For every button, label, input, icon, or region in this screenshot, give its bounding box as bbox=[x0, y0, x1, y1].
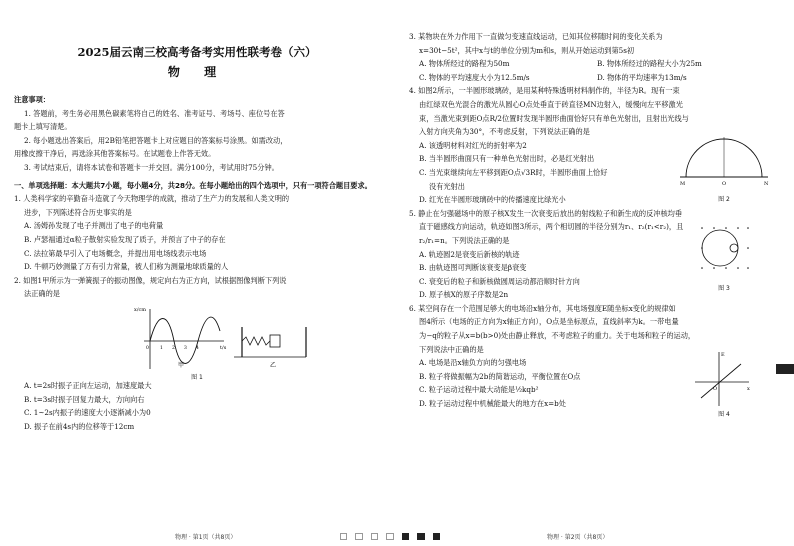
q5-stem: r₂/r₁=n。下列说法正确的是 bbox=[419, 235, 510, 245]
q6-option-d[interactable]: D. 粒子运动过程中机械能最大的地方在x=b处 bbox=[419, 399, 566, 409]
q4-option-c-cont: 没有光射出 bbox=[429, 181, 465, 191]
q2-option-b[interactable]: B. t=3s时振子回复力最大，方向向右 bbox=[24, 394, 145, 404]
page-footer: 物理 · 第1页（共8页） bbox=[175, 534, 237, 541]
q3-options-row bbox=[409, 57, 775, 71]
q6-stem: 下列说法中正确的是 bbox=[419, 344, 484, 354]
q3-stem: 3. 某物块在外力作用下一直做匀变速直线运动，已知其位移随时间的变化关系为 bbox=[409, 32, 663, 41]
q3-options-row bbox=[409, 71, 775, 85]
page-edge-tab bbox=[776, 364, 794, 374]
q6-option-b[interactable]: B. 粒子将做振幅为2b的简谐运动，平衡位置在O点 bbox=[419, 371, 581, 381]
right-column bbox=[409, 30, 775, 419]
fig4-label-x: x bbox=[747, 386, 750, 393]
marker-box bbox=[340, 533, 347, 540]
exam-subject: 物 理 bbox=[167, 65, 227, 79]
q4-stem: 入射方向夹角为30°，不考虑反射，下列说法正确的是 bbox=[419, 127, 590, 137]
q3-option-c[interactable]: C. 物体的平均速度大小为12.5m/s bbox=[419, 72, 530, 82]
fig2-label-m: M bbox=[680, 180, 686, 187]
fig1-tick: 0 bbox=[146, 345, 149, 351]
fig4-label-o: O bbox=[713, 386, 718, 393]
q1-option-a[interactable]: A. 汤姆孙发现了电子并测出了电子的电荷量 bbox=[24, 221, 164, 231]
q4-stem: 4. 如图2所示，一半圆形玻璃砖，是用某种特殊透明材料制作的，半径为R。现有一束 bbox=[409, 86, 680, 96]
q5-stem: 直于磁感线方向运动，轨迹如图3所示，两个相切圆的半径分别为r₁、r₂(r₁<r₂)，且 bbox=[419, 222, 684, 232]
figure-3-caption: 图 3 bbox=[718, 284, 730, 292]
figure-4-caption: 图 4 bbox=[718, 411, 730, 419]
page-footer: 物理 · 第2页（共8页） bbox=[547, 534, 609, 541]
q5-option-b[interactable]: B. 由轨迹图可判断该衰变是β衰变 bbox=[419, 263, 527, 273]
q3-option-d[interactable]: D. 物体的平均速率为13m/s bbox=[597, 72, 687, 82]
q4-stem: 束，当激光束到距O点R/2位置时发现半圆形曲面恰好只有单色光射出，且射出光线与 bbox=[419, 113, 689, 123]
q2-option-a[interactable]: A. t=2s时振子正向左运动，加速度最大 bbox=[24, 380, 152, 390]
page-right bbox=[397, 0, 794, 546]
q6-option-c[interactable]: C. 粒子运动过程中最大动能是½kqb² bbox=[419, 385, 539, 395]
figure-1 bbox=[14, 301, 380, 379]
q4-option-b[interactable]: B. 当半圆形曲面只有一种单色光射出时，必是红光射出 bbox=[419, 154, 595, 164]
fig1-label-a: 甲 bbox=[178, 361, 185, 369]
marker-box bbox=[386, 533, 393, 540]
q6-stem: 6. 某空间存在一个范围足够大的电场沿x轴分布，其电场强度E随坐标x变化的规律如 bbox=[409, 303, 676, 313]
figure-2-graphic bbox=[674, 131, 774, 191]
notice-line: 用橡皮擦干净后，再选涂其他答案标号。在试题卷上作答无效。 bbox=[14, 149, 216, 159]
fig1-label-b: 乙 bbox=[270, 361, 277, 369]
notice-line: 3. 考试结束后，请将本试卷和答题卡一并交回。满分100分，考试用时75分钟。 bbox=[24, 162, 279, 172]
q5-options-block bbox=[409, 248, 775, 302]
fig1-xlabel: t/s bbox=[220, 344, 227, 351]
notice-heading: 注意事项： bbox=[14, 95, 50, 104]
fig2-label-n: N bbox=[764, 180, 769, 187]
exam-title: 2025届云南三校高考备考实用性联考卷（六） bbox=[77, 45, 317, 59]
q4-options-block bbox=[409, 139, 775, 207]
fig1-tick: 4 bbox=[196, 345, 199, 351]
fig1-tick: 1 bbox=[160, 345, 163, 351]
q3-option-b[interactable]: B. 物体所经过的路程大小为25m bbox=[597, 59, 702, 69]
fig1-tick: 2 bbox=[172, 345, 175, 351]
q4-option-d[interactable]: D. 红光在半圆形玻璃砖中的传播速度比绿光小 bbox=[419, 195, 566, 205]
notice-line: 题卡上填写清楚。 bbox=[14, 122, 72, 132]
q1-option-c[interactable]: C. 法拉第最早引入了电场概念，并提出用电场线表示电场 bbox=[24, 248, 207, 258]
fig2-label-o: O bbox=[722, 180, 727, 187]
q2-option-c[interactable]: C. 1~2s内振子的速度大小逐渐减小为0 bbox=[24, 408, 151, 418]
q4-option-c[interactable]: C. 当光束继续向左平移到距O点√3R时，半圆形曲面上恰好 bbox=[419, 167, 608, 177]
fig1-ylabel: x/cm bbox=[134, 306, 147, 313]
q6-option-a[interactable]: A. 电场是沿x轴负方向的匀强电场 bbox=[419, 358, 527, 368]
left-column bbox=[14, 30, 380, 433]
q2-option-d[interactable]: D. 振子在前4s内的位移等于12cm bbox=[24, 421, 135, 431]
q1-option-b[interactable]: B. 卢瑟福通过α粒子散射实验发现了质子，并预言了中子的存在 bbox=[24, 234, 226, 244]
q1-option-d[interactable]: D. 牛顿巧妙测量了万有引力常量，被人们称为测量地球质量的人 bbox=[24, 262, 229, 272]
q6-options-block bbox=[409, 352, 775, 419]
marker-box bbox=[371, 533, 378, 540]
q5-option-c[interactable]: C. 衰变后的粒子和新核做圆周运动都沿顺时针方向 bbox=[419, 276, 580, 286]
q1-stem: 1. 人类科学家的辛勤奋斗造就了今天物理学的成就，推动了生产力的发展和人类文明的 bbox=[14, 194, 290, 204]
figure-1-caption: 图 1 bbox=[191, 373, 203, 381]
q3-option-a[interactable]: A. 物体所经过的路程为50m bbox=[419, 59, 510, 69]
q1-stem: 进步，下列陈述符合历史事实的是 bbox=[24, 207, 132, 217]
figure-2-caption: 图 2 bbox=[718, 195, 730, 203]
q4-option-a[interactable]: A. 该透明材料对红光的折射率为2 bbox=[419, 140, 527, 150]
figure-3-graphic bbox=[694, 220, 754, 278]
q2-stem: 法正确的是 bbox=[24, 289, 60, 299]
fig1-tick: 3 bbox=[184, 345, 187, 351]
q5-option-d[interactable]: D. 原子核X的原子序数是2n bbox=[419, 290, 509, 300]
q5-option-a[interactable]: A. 轨迹圆2是衰变后新核的轨迹 bbox=[419, 249, 520, 259]
q6-stem: 为−q的粒子从x=b(b>0)处由静止释放，不考虑粒子的重力。关于电场和粒子的运动， bbox=[419, 331, 696, 341]
q2-stem: 2. 如图1甲所示为一弹簧振子的振动图像，规定向右为正方向，试根据图像判断下列说 bbox=[14, 275, 287, 285]
figure-1-graphic bbox=[124, 301, 324, 375]
fig4-label-e: E bbox=[721, 352, 725, 359]
marker-box bbox=[355, 533, 362, 540]
q6-stem: 图4所示（电场的正方向为x轴正方向），O点是坐标原点，直线斜率为k。一带电量 bbox=[419, 317, 679, 327]
q4-stem: 由红绿双色光混合的激光从圆心O点处垂直于砖直径MN边射入，缓慢向左平移激光 bbox=[419, 99, 683, 109]
section-heading: 一、单项选择题：本大题共7小题，每小题4分，共28分。在每小题给出的四个选项中，只有一项符合题目要求。 bbox=[14, 180, 372, 190]
q3-stem: x=30t−5t²，其中x与t的单位分别为m和s，则从开始运动到第5s初 bbox=[419, 45, 635, 55]
notice-line: 1. 答题前，考生务必用黑色碳素笔将自己的姓名、准考证号、考场号、座位号在答 bbox=[24, 108, 285, 118]
q5-stem: 5. 静止在匀强磁场中的原子核X发生一次衰变后放出的射线粒子和新生成的反冲核均垂 bbox=[409, 208, 683, 218]
notice-line: 2. 每小题选出答案后，用2B铅笔把答题卡上对应题目的答案标号涂黑。如需改动， bbox=[24, 135, 288, 145]
figure-4-graphic bbox=[691, 348, 753, 410]
